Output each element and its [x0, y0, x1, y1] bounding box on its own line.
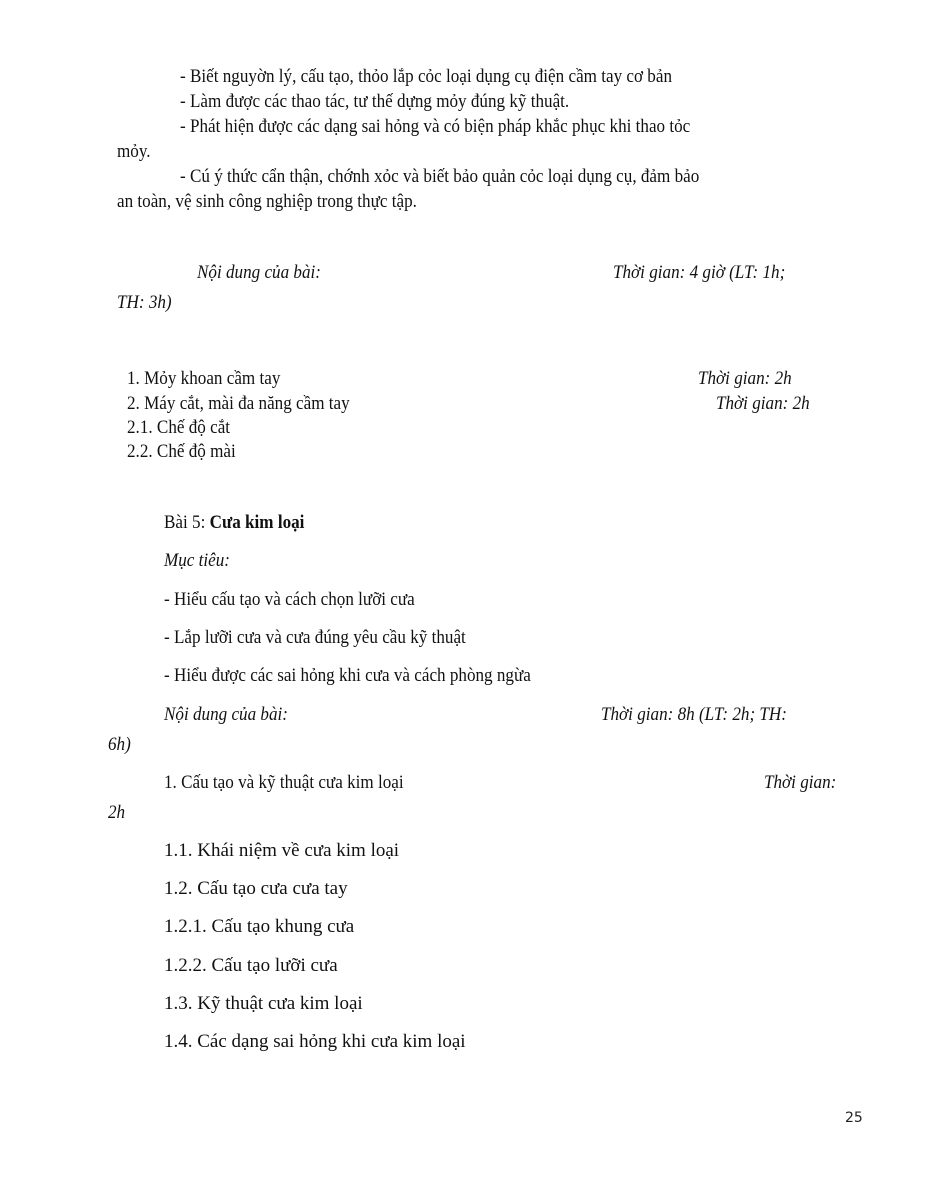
lesson-prefix: Bài 5:: [164, 512, 210, 533]
outline-item: 1. Mỏy khoan cầm tay: [127, 368, 281, 389]
objective-line: - Làm được các thao tác, tư thế dựng mỏy đúng kỹ thuật.: [180, 91, 570, 112]
objective-line-cont: an toàn, vệ sinh công nghiệp trong thực tập.: [117, 191, 417, 212]
objective-line-cont: mỏy.: [117, 141, 151, 162]
objective-line: - Biết nguyờn lý, cấu tạo, thỏo lắp cỏc loại dụng cụ điện cầm tay cơ bản: [180, 66, 673, 87]
outline-item-time: Thời gian: 2h: [698, 368, 792, 389]
content-time: Thời gian: 8h (LT: 2h; TH:: [601, 704, 787, 725]
outline-item-time: Thời gian: 2h: [716, 393, 810, 414]
subsection-item: 1.4. Các dạng sai hỏng khi cưa kim loại: [164, 1031, 466, 1052]
subsection-item: 1.3. Kỹ thuật cưa kim loại: [164, 993, 363, 1014]
page-number: 25: [845, 1110, 863, 1126]
subsection-item: 1.2. Cấu tạo cưa cưa tay: [164, 878, 348, 899]
subsection-item: 1.1. Khái niệm về cưa kim loại: [164, 840, 400, 861]
content-time-cont: TH: 3h): [117, 292, 172, 313]
objective-line: - Lắp lưỡi cưa và cưa đúng yêu cầu kỹ thuật: [164, 627, 466, 648]
content-time-cont: 6h): [108, 734, 131, 755]
lesson-name: Cưa kim loại: [209, 512, 305, 533]
content-time: Thời gian: 4 giờ (LT: 1h;: [613, 262, 786, 283]
outline-item: 2.1. Chế độ cắt: [127, 417, 231, 438]
content-label: Nội dung của bài:: [197, 262, 321, 283]
lesson-title: [164, 512, 304, 534]
section-time-cont: 2h: [108, 802, 126, 823]
objective-line: - Hiểu được các sai hỏng khi cưa và cách phòng ngừa: [164, 665, 531, 686]
objective-line: - Hiểu cấu tạo và cách chọn lưỡi cưa: [164, 589, 415, 610]
subsection-item: 1.2.1. Cấu tạo khung cưa: [164, 916, 355, 937]
outline-item: 2.2. Chế độ mài: [127, 441, 236, 462]
content-label: Nội dung của bài:: [164, 704, 288, 725]
objective-line: - Phát hiện được các dạng sai hỏng và có biện pháp khắc phục khi thao tỏc: [180, 116, 691, 137]
outline-item: 2. Máy cắt, mài đa năng cầm tay: [127, 393, 350, 414]
objective-line: - Cú ý thức cẩn thận, chớnh xỏc và biết bảo quản cỏc loại dụng cụ, đảm bảo: [180, 166, 700, 187]
subsection-item: 1.2.2. Cấu tạo lưỡi cưa: [164, 955, 338, 976]
objectives-label: Mục tiêu:: [164, 550, 230, 571]
section-heading: 1. Cấu tạo và kỹ thuật cưa kim loại: [164, 772, 404, 793]
section-time: Thời gian:: [764, 772, 837, 793]
